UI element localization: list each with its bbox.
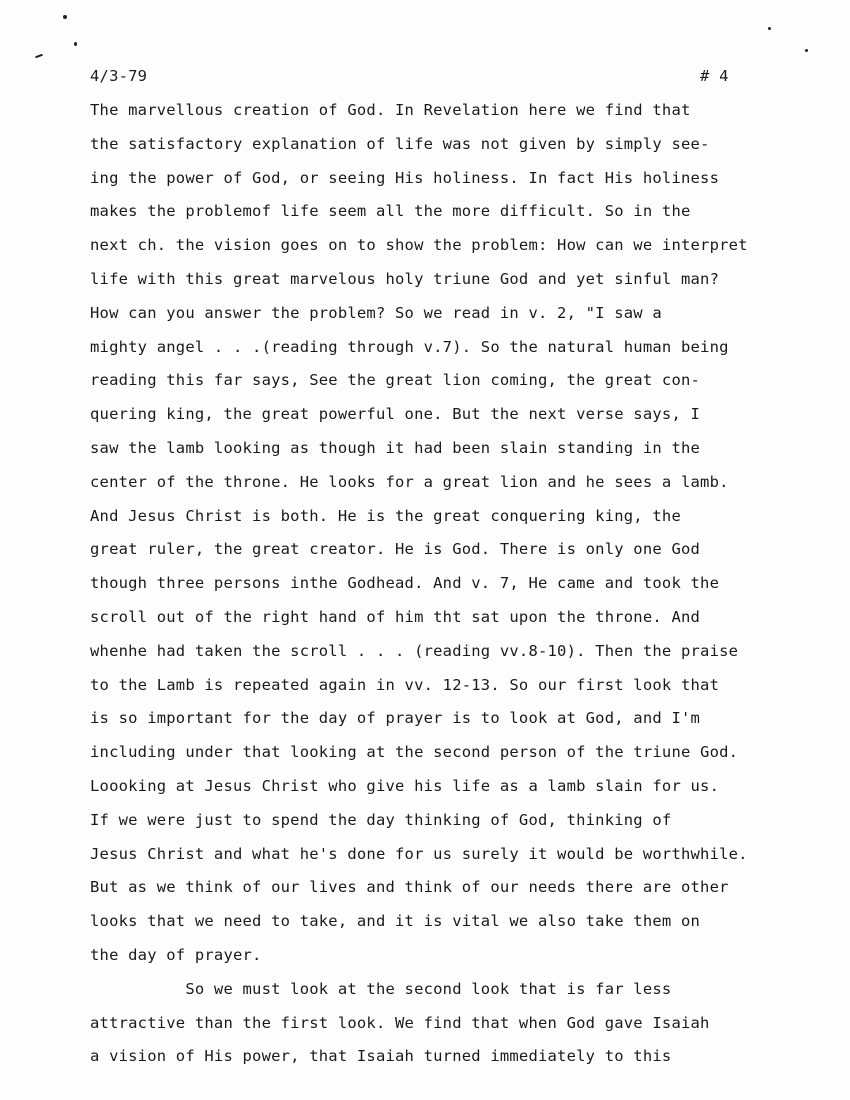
text-line: a vision of His power, that Isaiah turned immediately to this: [90, 1047, 672, 1066]
text-line: quering king, the great powerful one. But the next verse says, I: [90, 405, 701, 424]
text-line: including under that looking at the second person of the triune God.: [90, 743, 739, 762]
text-line: Loooking at Jesus Christ who give his life as a lamb slain for us.: [90, 776, 720, 795]
text-line: So we must look at the second look that is far less: [90, 979, 672, 998]
page-number: # 4: [700, 67, 729, 85]
text-line: whenhe had taken the scroll . . . (reading vv.8-10). Then the praise: [90, 641, 739, 660]
text-line: to the Lamb is repeated again in vv. 12-13. So our first look that: [90, 675, 720, 694]
text-line: ing the power of God, or seeing His holiness. In fact His holiness: [90, 168, 720, 187]
scan-speck: [63, 15, 67, 19]
text-line: next ch. the vision goes on to show the problem: How can we interpret: [90, 236, 748, 255]
text-line: looks that we need to take, and it is vital we also take them on: [90, 912, 701, 931]
text-line: great ruler, the great creator. He is God. There is only one God: [90, 540, 701, 559]
body-text: [90, 100, 830, 1080]
text-line: reading this far says, See the great lion coming, the great con-: [90, 371, 701, 390]
scan-speck: [35, 54, 43, 59]
document-date: 4/3-79: [90, 67, 148, 85]
text-line: though three persons inthe Godhead. And v. 7, He came and took the: [90, 574, 720, 593]
scan-speck: [768, 27, 771, 30]
scan-speck: [805, 49, 808, 52]
text-line: mighty angel . . .(reading through v.7). So the natural human being: [90, 337, 729, 356]
text-line: How can you answer the problem? So we read in v. 2, "I saw a: [90, 303, 662, 322]
text-line: Jesus Christ and what he's done for us surely it would be worthwhile.: [90, 844, 748, 863]
scan-speck: [74, 42, 77, 46]
text-line: makes the problemof life seem all the more difficult. So in the: [90, 202, 691, 221]
text-line: the day of prayer.: [90, 945, 262, 964]
text-line: saw the lamb looking as though it had been slain standing in the: [90, 438, 701, 457]
text-line: is so important for the day of prayer is to look at God, and I'm: [90, 709, 701, 728]
text-line: the satisfactory explanation of life was not given by simply see-: [90, 134, 710, 153]
text-line: But as we think of our lives and think of our needs there are other: [90, 878, 729, 897]
text-line: center of the throne. He looks for a great lion and he sees a lamb.: [90, 472, 729, 491]
text-line: The marvellous creation of God. In Revelation here we find that: [90, 101, 691, 119]
text-line: scroll out of the right hand of him tht sat upon the throne. And: [90, 607, 701, 626]
text-line: attractive than the first look. We find that when God gave Isaiah: [90, 1013, 710, 1032]
text-line: If we were just to spend the day thinking of God, thinking of: [90, 810, 672, 829]
text-line: And Jesus Christ is both. He is the great conquering king, the: [90, 506, 681, 525]
text-line: life with this great marvelous holy triune God and yet sinful man?: [90, 269, 720, 288]
